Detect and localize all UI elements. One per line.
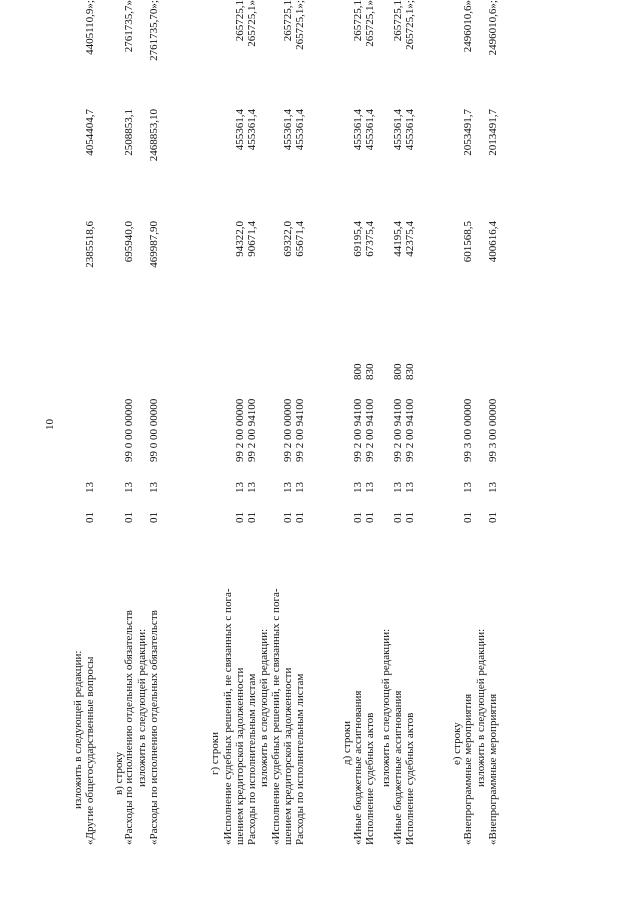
table-cell-a: 01 [364, 512, 376, 523]
table-cell-a: 01 [462, 512, 474, 523]
table-cell-f: 455361,4 [404, 109, 416, 151]
text-line: «Иные бюджетные ассигнования [352, 690, 364, 845]
table-cell-a: 01 [352, 512, 364, 523]
table-cell-f: 455361,4 [246, 109, 258, 151]
table-cell-e: 42375,4 [404, 221, 416, 257]
table-cell-f: 455361,4 [364, 109, 376, 151]
table-cell-g: 2496010,6» [462, 0, 474, 53]
table-cell-c: 99 2 00 94100 [392, 398, 404, 462]
text-line: е) строку [451, 722, 463, 765]
table-cell-g: 4405110,9»; [84, 0, 96, 55]
table-cell-g: 265725,1 [282, 0, 294, 42]
table-cell-g: 2761735,7» [123, 0, 135, 53]
text-line: изложить в следующей редакции: [380, 628, 392, 787]
table-cell-g: 2496010,6»; [487, 0, 499, 56]
text-line: шением кредиторской задолженности [234, 667, 246, 845]
table-cell-a: 01 [84, 512, 96, 523]
table-cell-e: 69195,4 [352, 221, 364, 257]
text-line: Расходы по исполнительным листам [246, 673, 258, 845]
table-cell-g: 2761735,70»; [148, 0, 160, 61]
text-line: «Расходы по исполнению отдельных обязательств [148, 610, 160, 845]
table-cell-c: 99 2 00 94100 [246, 398, 258, 462]
table-cell-g: 265725,1» [246, 0, 258, 47]
table-cell-a: 01 [294, 512, 306, 523]
table-cell-c: 99 2 00 94100 [352, 398, 364, 462]
table-cell-d: 800 [392, 363, 404, 380]
table-cell-b: 13 [246, 482, 258, 493]
table-cell-c: 99 2 00 00000 [234, 398, 246, 462]
table-cell-g: 265725,1 [352, 0, 364, 42]
table-cell-a: 01 [123, 512, 135, 523]
table-cell-c: 99 2 00 94100 [404, 398, 416, 462]
table-cell-a: 01 [282, 512, 294, 523]
table-cell-f: 455361,4 [352, 109, 364, 151]
table-cell-e: 601568,5 [462, 221, 474, 263]
table-cell-c: 99 2 00 94100 [364, 398, 376, 462]
table-cell-e: 44195,4 [392, 221, 404, 257]
table-cell-b: 13 [392, 482, 404, 493]
text-line: г) строки [209, 732, 221, 775]
text-line: изложить в следующей редакции: [475, 628, 487, 787]
table-cell-b: 13 [487, 482, 499, 493]
table-cell-a: 01 [234, 512, 246, 523]
text-line: «Другие общегосударственные вопросы [84, 656, 96, 845]
text-line: «Расходы по исполнению отдельных обязательств [123, 610, 135, 845]
table-cell-b: 13 [404, 482, 416, 493]
table-cell-e: 400616,4 [487, 221, 499, 263]
table-cell-g: 265725,1»; [404, 0, 416, 50]
table-cell-e: 94322,0 [234, 221, 246, 257]
table-cell-f: 4054404,7 [84, 109, 96, 156]
page-number: 10 [44, 419, 56, 430]
table-cell-f: 455361,4 [294, 109, 306, 151]
table-cell-f: 2013491,7 [487, 109, 499, 156]
table-cell-e: 67375,4 [364, 221, 376, 257]
table-cell-f: 2053491,7 [462, 109, 474, 156]
text-line: «Исполнение судебных решений, не связанных с пога- [270, 588, 282, 845]
text-line: изложить в следующей редакции: [258, 628, 270, 787]
table-cell-c: 99 0 00 00000 [123, 398, 135, 462]
text-line: в) строку [113, 751, 125, 795]
text-line: д) строки [341, 720, 353, 765]
table-cell-b: 13 [84, 482, 96, 493]
table-cell-e: 65671,4 [294, 221, 306, 257]
table-cell-b: 13 [462, 482, 474, 493]
text-line: Исполнение судебных актов [364, 712, 376, 845]
table-cell-b: 13 [148, 482, 160, 493]
table-cell-a: 01 [148, 512, 160, 523]
text-line: излoжить в следующей редакции: [72, 650, 84, 809]
table-cell-a: 01 [392, 512, 404, 523]
table-cell-b: 13 [234, 482, 246, 493]
text-line: Исполнение судебных актов [404, 712, 416, 845]
table-cell-a: 01 [487, 512, 499, 523]
table-cell-f: 455361,4 [234, 109, 246, 151]
table-cell-b: 13 [364, 482, 376, 493]
text-line: «Иные бюджетные ассигнования [392, 690, 404, 845]
table-cell-c: 99 2 00 00000 [282, 398, 294, 462]
table-cell-c: 99 0 00 00000 [148, 398, 160, 462]
table-cell-a: 01 [246, 512, 258, 523]
table-cell-f: 2468853,10 [148, 109, 160, 162]
table-cell-d: 800 [352, 363, 364, 380]
text-line: изложить в следующей редакции: [136, 628, 148, 787]
table-cell-c: 99 3 00 00000 [462, 398, 474, 462]
table-cell-f: 2508853,1 [123, 109, 135, 156]
text-line: Расходы по исполнительным листам [294, 673, 306, 845]
table-cell-b: 13 [352, 482, 364, 493]
table-cell-e: 695940,0 [123, 221, 135, 263]
table-cell-a: 01 [404, 512, 416, 523]
table-cell-e: 2385518,6 [84, 221, 96, 268]
table-cell-e: 90671,4 [246, 221, 258, 257]
text-line: «Внепрограммные мероприятия [487, 693, 499, 845]
table-cell-f: 455361,4 [282, 109, 294, 151]
text-line: шением кредиторской задолженности [282, 667, 294, 845]
text-line: «Исполнение судебных решений, не связанных с пога- [222, 588, 234, 845]
table-cell-f: 455361,4 [392, 109, 404, 151]
table-cell-b: 13 [123, 482, 135, 493]
text-line: «Внепрограммные мероприятия [462, 693, 474, 845]
table-cell-c: 99 3 00 00000 [487, 398, 499, 462]
table-cell-g: 265725,1»; [294, 0, 306, 50]
table-cell-b: 13 [294, 482, 306, 493]
table-cell-d: 830 [364, 363, 376, 380]
table-cell-e: 469987,90 [148, 221, 160, 268]
table-cell-g: 265725,1» [364, 0, 376, 47]
table-cell-e: 69322,0 [282, 221, 294, 257]
table-cell-g: 265725,1 [392, 0, 404, 42]
table-cell-c: 99 2 00 94100 [294, 398, 306, 462]
table-cell-d: 830 [404, 363, 416, 380]
table-cell-g: 265725,1 [234, 0, 246, 42]
table-cell-b: 13 [282, 482, 294, 493]
